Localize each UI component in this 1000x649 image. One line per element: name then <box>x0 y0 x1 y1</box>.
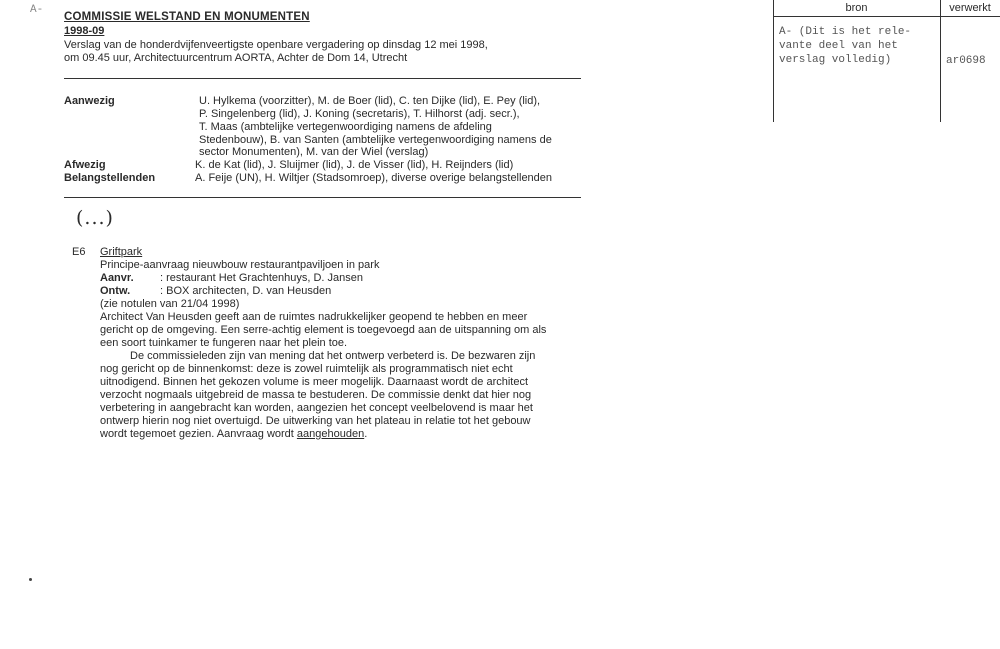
item-subtitle: Principe-aanvraag nieuwbouw restaurantpaviljoen in park <box>100 259 380 271</box>
report-description-line: Verslag van de honderdvijfenveertigste openbare vergadering op dinsdag 12 mei 1998, <box>64 39 488 51</box>
designer-value: : BOX architecten, D. van Heusden <box>160 285 332 297</box>
divider <box>64 197 581 198</box>
paragraph-line: nog gericht op de binnenkomst: deze is zowel ruimtelijk als programmatisch niet echt <box>100 363 513 375</box>
item-title: Griftpark <box>100 246 143 258</box>
last-line-period: . <box>364 428 368 440</box>
scan-speck <box>29 578 32 581</box>
source-note-line: A- (Dit is het rele- <box>779 26 912 38</box>
last-line-text: wordt tegemoet gezien. Aanvraag wordt <box>100 428 297 440</box>
present-line: U. Hylkema (voorzitter), M. de Boer (lid), C. ten Dijke (lid), E. Pey (lid), <box>199 95 541 107</box>
absent-label: Afwezig <box>64 159 106 171</box>
table-border <box>773 0 774 122</box>
paragraph-line: De commissieleden zijn van mening dat het ontwerp verbeterd is. De bezwaren zijn <box>130 350 536 362</box>
report-number: 1998-09 <box>64 25 105 37</box>
paragraph-line: verzocht nogmaals uitgebreid de massa te bestuderen. De commissie denkt dat hier nog <box>100 389 532 401</box>
paragraph-line: uitnodigend. Binnen het gekozen volume is meer mogelijk. Daarnaast wordt de architect <box>100 376 529 388</box>
commission-name: COMMISSIE WELSTAND EN MONUMENTEN <box>64 11 310 23</box>
paragraph-line: een soort tuinkamer te fungeren naar het plein toe. <box>100 337 348 349</box>
divider <box>64 78 581 79</box>
column-header-bron: bron <box>845 2 868 14</box>
source-note-line: vante deel van het <box>779 40 898 52</box>
reference-note: (zie notulen van 21/04 1998) <box>100 298 240 310</box>
present-line: Stedenbouw), B. van Santen (ambtelijke vertegenwoordiging namens de <box>199 134 552 146</box>
stakeholders-label: Belangstellenden <box>64 172 156 184</box>
corner-mark: A- <box>30 4 44 16</box>
omission-marker: (...) <box>76 207 114 229</box>
absent-line: K. de Kat (lid), J. Sluijmer (lid), J. de Visser (lid), H. Reijnders (lid) <box>195 159 514 171</box>
paragraph-line: verbetering in aangebracht kan worden, aangezien het concept veelbelovend is maar het <box>100 402 533 414</box>
applicant-value: : restaurant Het Grachtenhuys, D. Jansen <box>160 272 363 284</box>
applicant-label: Aanvr. <box>100 272 134 284</box>
present-line: sector Monumenten), M. van der Wiel (verslag) <box>199 146 429 158</box>
stakeholders-line: A. Feije (UN), H. Wiltjer (Stadsomroep), diverse overige belangstellenden <box>195 172 553 184</box>
paragraph-line: gericht op de omgeving. Een serre-achtig element is toegevoegd aan de uitspanning om als <box>100 324 547 336</box>
source-note-line: verslag volledig) <box>779 54 892 66</box>
table-header-rule <box>773 16 1000 17</box>
designer-label: Ontw. <box>100 285 131 297</box>
paragraph-line: ontwerp hierin nog niet overtuigd. De uitwerking van het plateau in relatie tot het gebouw <box>100 415 531 427</box>
decision-text: aangehouden <box>296 428 365 440</box>
item-number: E6 <box>72 246 86 258</box>
present-line: T. Maas (ambtelijke vertegenwoordiging namens de afdeling <box>199 121 492 133</box>
table-border <box>940 0 941 122</box>
paragraph-line: Architect Van Heusden geeft aan de ruimtes nadrukkelijker geopend te hebben en meer <box>100 311 528 323</box>
archive-code: ar0698 <box>946 55 986 67</box>
present-line: P. Singelenberg (lid), J. Koning (secretaris), T. Hilhorst (adj. secr.), <box>199 108 520 120</box>
paragraph-last-line <box>100 428 367 440</box>
column-header-verwerkt: verwerkt <box>949 2 991 14</box>
present-label: Aanwezig <box>64 95 115 107</box>
report-location-line: om 09.45 uur, Architectuurcentrum AORTA, Achter de Dom 14, Utrecht <box>64 52 408 64</box>
